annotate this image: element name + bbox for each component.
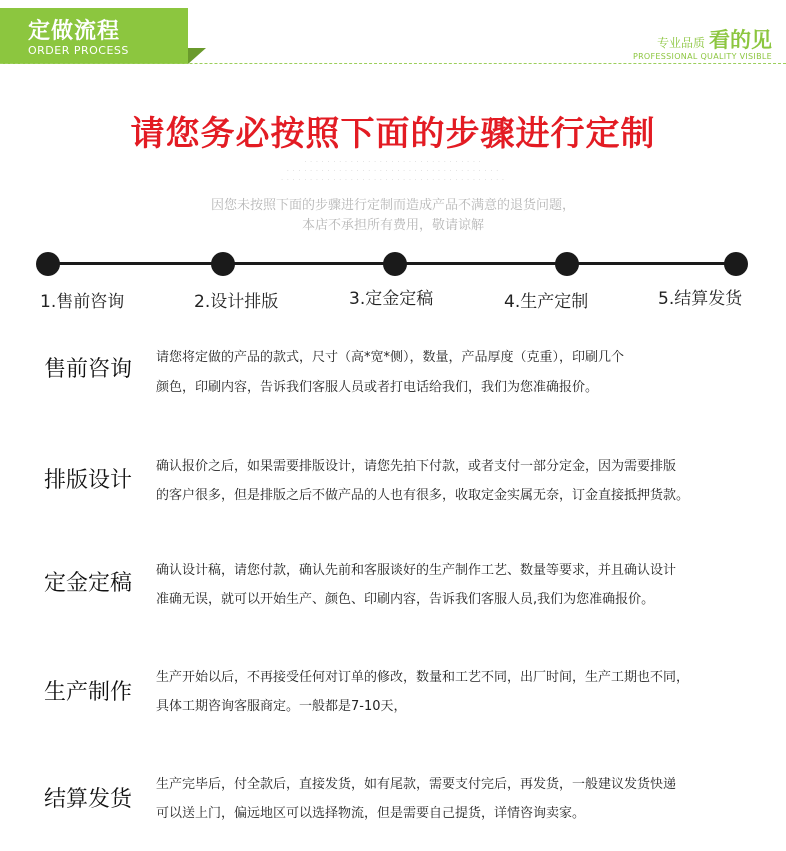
- header-tag-fold: [188, 48, 206, 64]
- section-text-line: 生产开始以后，不再接受任何对订单的修改，数量和工艺不同，出厂时间，生产工期也不同，: [156, 670, 690, 685]
- section-title-settlement: 结算发货: [44, 787, 133, 812]
- section-title-presale: 售前咨询: [44, 357, 133, 382]
- section-text-line: 的客户很多，但是排版之后不做产品的人也有很多，收取定金实属无奈，订金直接抵押货款。: [156, 488, 690, 503]
- header-subtitle: ORDER PROCESS: [28, 44, 129, 57]
- step-label: 4.生产定制: [504, 292, 589, 312]
- step-label: 5.结算发货: [658, 289, 743, 309]
- section-text-line: 确认设计稿，请您付款，确认先前和客服谈好的生产制作工艺、数量等要求，并且确认设计: [156, 563, 677, 578]
- timeline-dot: [555, 252, 579, 276]
- step-label: 3.定金定稿: [349, 289, 434, 309]
- section-text-line: 生产完毕后，付全款后，直接发货，如有尾款，需要支付完后，再发货，一般建议发货快递: [156, 777, 677, 792]
- brand-slogan: [657, 24, 772, 54]
- section-text-line: 准确无误，就可以开始生产、颜色、印刷内容，告诉我们客服人员,我们为您准确报价。: [156, 592, 655, 607]
- brand-slogan-small: 专业品质: [656, 36, 705, 50]
- step-label: 1.售前咨询: [40, 292, 125, 312]
- section-text-line: 可以送上门，偏远地区可以选择物流，但是需要自己提货，详情咨询卖家。: [156, 806, 586, 821]
- decorative-text-line: · · · · · · · · · · · · · · · · · · · · · · · · · · · · · · ·: [304, 159, 482, 166]
- section-text-line: 具体工期咨询客服商定。一般都是7-10天，: [156, 699, 407, 714]
- section-text-line: 请您将定做的产品的款式，尺寸（高*宽*侧），数量，产品厚度（克重），印刷几个: [156, 350, 625, 365]
- timeline-dot: [36, 252, 60, 276]
- section-title-layout: 排版设计: [44, 468, 133, 493]
- notice-line-2: 本店不承担所有费用，敬请谅解: [301, 218, 484, 233]
- step-label: 2.设计排版: [194, 292, 279, 312]
- brand-slogan-big: 看的见: [709, 28, 772, 52]
- timeline-dot: [724, 252, 748, 276]
- section-title-deposit: 定金定稿: [44, 571, 133, 596]
- timeline-dot: [383, 252, 407, 276]
- section-text-line: 颜色，印刷内容，告诉我们客服人员或者打电话给我们，我们为您准确报价。: [156, 380, 599, 395]
- header-title: 定做流程: [28, 19, 121, 44]
- brand-slogan-en: PROFESSIONAL QUALITY VISIBLE: [632, 52, 772, 61]
- notice-line-1: 因您未按照下面的步骤进行定制而造成产品不满意的退货问题，: [210, 198, 575, 213]
- timeline-dot: [211, 252, 235, 276]
- section-text-line: 确认报价之后，如果需要排版设计，请您先拍下付款，或者支付一部分定金，因为需要排版: [156, 459, 677, 474]
- decorative-text-line: · · · · · · · · · · · · · · · · · · · · · · · · · · · · · · · · · · · · ·: [286, 168, 500, 175]
- decorative-text-line: · · · · · · · · · · · · · · · · · · · · · · · · · · · · · · · · · · · · · · ·: [281, 177, 505, 184]
- page-headline: 请您务必按照下面的步骤进行定制: [130, 114, 656, 154]
- header-divider: [0, 63, 786, 64]
- section-title-production: 生产制作: [44, 680, 133, 705]
